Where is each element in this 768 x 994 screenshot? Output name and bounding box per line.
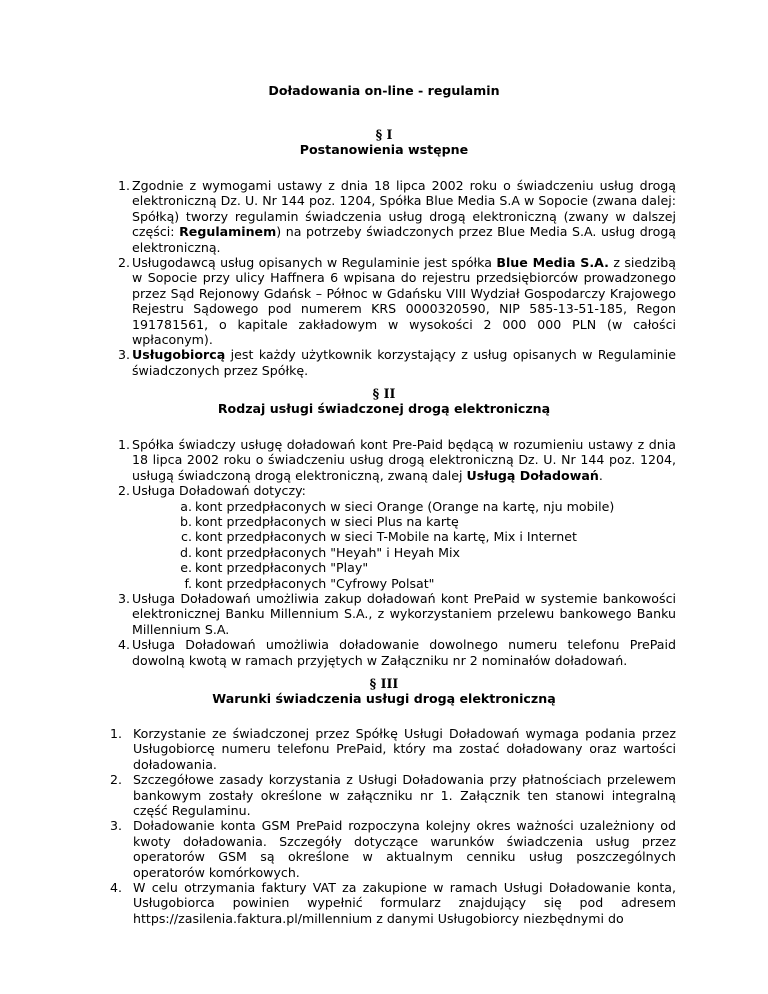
item-text: . [598,467,603,483]
item-text: Zgodnie z wymogami ustawy z dnia 18 lipca 2002 roku o świadczeniu usług drogą elektroniczną Dz. U. Nr 144 poz. 1204, Spółka Blue Media S.A w Sopocie (zwana dalej: Spółką) tworzy regulamin świadczenia usług drogą elektroniczną (zwany w dalszej części: [132,178,676,240]
section-2-heading [0,386,768,417]
list-number: 2 . [110,772,122,787]
section-3-heading [0,676,768,707]
item-text: W celu otrzymania faktury VAT za zakupione w ramach Usługi Doładowanie konta, Usługobiorca powinien wypełnić formularz znajdujący się pod adresem https://zasilenia.faktura.pl/millennium z danymi Usługobiorcy niezbędnymi do [133,880,676,926]
section-title: Warunki świadczenia usługi drogą elektroniczną [212,691,556,707]
list-item [96,347,676,378]
item-text: kont przedpłaconych w sieci Plus na kartę [195,514,459,530]
list-item [96,637,676,668]
sub-list-letter: e . [170,560,192,575]
sub-list-item [132,514,676,529]
item-text: kont przedpłaconych "Cyfrowy Polsat" [195,575,435,591]
section-1-heading [0,127,768,158]
list-number: 3 . [96,347,130,362]
item-text: kont przedpłaconych "Play" [195,560,369,576]
list-item [96,437,676,483]
list-number: 2 . [96,255,130,270]
section-3-list [110,726,676,926]
list-number: 3 . [110,818,122,833]
list-item [96,178,676,255]
sub-list-item [132,529,676,544]
item-text: Usługa Doładowań umożliwia zakup doładowań kont PrePaid w systemie bankowości elektronicznej Banku Millennium S.A., z wykorzystaniem przelewu bankowego Banku Millennium S.A. [132,591,676,637]
section-title: Rodzaj usługi świadczonej drogą elektroniczną [217,401,551,417]
section-number: § III [369,676,399,691]
sub-list-item [132,560,676,575]
list-number: 3 . [96,591,130,606]
section-title: Postanowienia wstępne [299,142,469,158]
item-text: Korzystanie ze świadczonej przez Spółkę Usługi Doładowań wymaga podania przez Usługobiorcę numeru telefonu PrePaid, który ma zostać doładowany oraz wartości doładowania. [133,726,676,772]
item-text: Doładowanie konta GSM PrePaid rozpoczyna kolejny okres ważności uzależniony od kwoty doładowania. Szczegóły dotyczące warunków świadczenia usług przez operatorów GSM są określone w aktualnym cenniku usług poszczególnych operatorów komórkowych. [133,818,676,880]
item-text: Usługa Doładowań umożliwia doładowanie dowolnego numeru telefonu PrePaid dowolną kwotą w ramach przyjętych w Załączniku nr 2 nominałów doładowań. [132,637,676,668]
item-text: Usługa Doładowań dotyczy: [132,483,306,499]
list-item [110,726,676,772]
list-number: 1 . [96,178,130,193]
sub-list-letter: f . [170,576,192,591]
item-text: kont przedpłaconych "Heyah" i Heyah Mix [195,544,460,560]
sub-list-item [132,576,676,591]
item-text: kont przedpłaconych w sieci Orange (Orange na kartę, nju mobile) [195,498,615,514]
item-text: Szczegółowe zasady korzystania z Usługi Doładowania przy płatnościach przelewem bankowym zostały określone w załączniku nr 1. Załącznik ten stanowi integralną część Regulaminu. [133,772,676,819]
list-item [96,483,676,591]
list-number: 1 . [110,726,122,741]
sub-list-letter: b . [170,514,192,529]
list-item [110,818,676,880]
sub-list-letter: d . [170,545,192,560]
sub-list-item [132,499,676,514]
item-text: jest każdy użytkownik korzystający z usług opisanych w Regulaminie świadczonych przez Spółkę. [132,347,676,378]
bold-term: Regulaminem [179,224,277,240]
list-number: 1 . [96,437,130,452]
list-number: 4 . [96,637,130,652]
item-text: z siedzibą w Sopocie przy ulicy Haffnera 6 wpisana do rejestru przedsiębiorców prowadzonego przez Sąd Rejonowy Gdańsk – Północ w Gdańsku VIII Wydział Gospodarczy Krajowego Rejestru Sądowego pod numerem KRS 0000320590, NIP 585-13-51-185, Regon 191781561, o kapitale zakładowym w wysokości 2 000 000 PLN (w całości wpłaconym). [132,255,676,348]
sub-list [132,499,676,591]
list-number: 4 . [110,880,122,895]
list-item [96,255,676,347]
bold-term: Blue Media S.A. [496,255,609,271]
item-text: kont przedpłaconych w sieci T-Mobile na kartę, Mix i Internet [195,529,577,545]
list-item [110,772,676,818]
sub-list-letter: a . [170,499,192,514]
list-number: 2 . [96,483,130,498]
bold-term: Usługobiorcą [132,347,226,363]
document-title: Doładowania on-line - regulamin [268,83,500,98]
sub-list-item [132,545,676,560]
section-2-list [96,437,676,668]
section-number: § I [375,127,393,142]
item-text: Usługodawcą usług opisanych w Regulaminie jest spółka [132,255,497,271]
section-1-list [96,178,676,378]
section-number: § II [372,386,396,401]
item-text: Spółka świadczy usługę doładowań kont Pre-Paid będącą w rozumieniu ustawy z dnia 18 lipca 2002 roku o świadczeniu usług drogą elektroniczną Dz. U. Nr 144 poz. 1204, usługą świadczoną drogą elektroniczną, zwaną dalej [132,437,676,483]
list-item [96,591,676,637]
sub-list-letter: c . [170,529,192,544]
bold-term: Usługą Doładowań [466,467,599,483]
item-text: ) na potrzeby świadczonych przez Blue Media S.A. usług drogą elektroniczną. [132,224,677,255]
list-item [110,880,676,926]
